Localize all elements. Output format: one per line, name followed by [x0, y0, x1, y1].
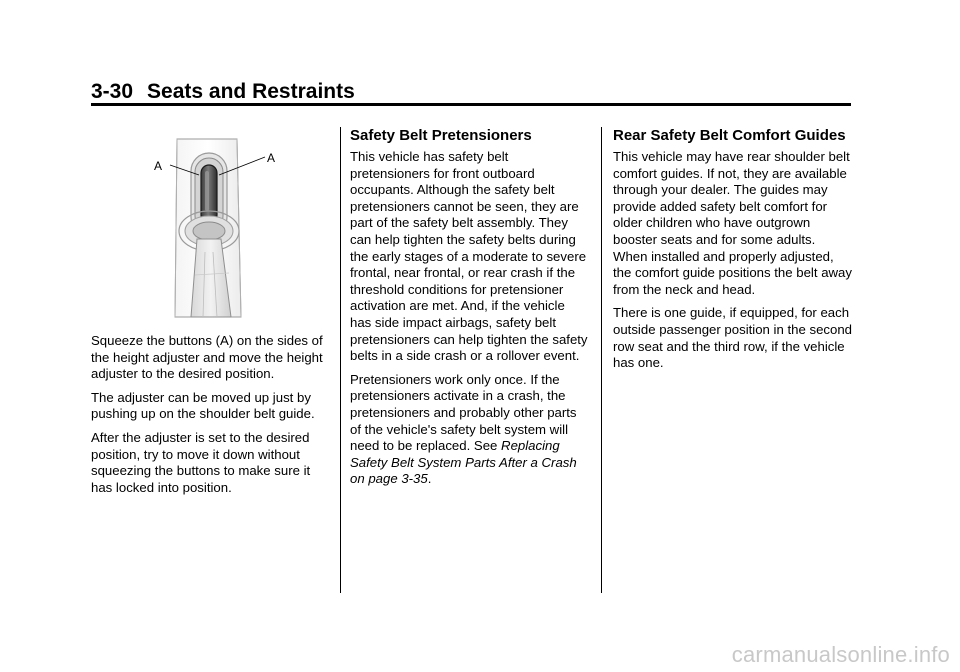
height-adjuster-illustration	[91, 127, 331, 322]
column-1	[91, 127, 331, 503]
page-header	[91, 80, 355, 104]
section-title: Seats and Restraints	[147, 80, 355, 103]
col3-paragraph-2: There is one guide, if equipped, for each outside passenger position in the second row seat and the third row, if the vehicle has one.	[613, 305, 853, 371]
col2-paragraph-2-text: Pretensioners work only once. If the pretensioners activate in a crash, the pretensioners and probably other parts of the vehicle's safety belt system will need to be replaced. See	[350, 371, 577, 454]
col2-paragraph-1: This vehicle has safety belt pretensioners for front outboard occupants. Although the safety belt pretensioners cannot be seen, they are part of the safety belt assembly. They can help tighten the safety belts during the early stages of a moderate to severe frontal, near frontal, or rear crash if the threshold conditions for pretensioner activation are met. And, if the vehicle has side impact airbags, safety belt pretensioners can help tighten the safety belts in a side crash or a rollover event.	[350, 149, 588, 364]
cross-reference-link[interactable]: Replacing Safety Belt System Parts After a Crash on page 3-35	[350, 438, 577, 487]
col1-paragraph-2: The adjuster can be moved up just by pushing up on the shoulder belt guide.	[91, 389, 315, 422]
col2-paragraph-2	[350, 372, 588, 488]
heading-safety-belt-pretensioners: Safety Belt Pretensioners	[350, 127, 532, 144]
column-divider-1	[340, 127, 341, 593]
watermark: carmanualsonline.info	[731, 642, 950, 667]
column-3	[613, 127, 853, 379]
page-number: 3-30	[91, 80, 134, 103]
callout-a-left: A	[154, 159, 163, 173]
column-2	[350, 127, 588, 495]
header-rule	[91, 103, 851, 106]
callout-a-right: A	[267, 151, 276, 165]
col1-paragraph-1: Squeeze the buttons (A) on the sides of the height adjuster and move the height adjuster to the desired position.	[91, 333, 323, 382]
col2-paragraph-2-end: .	[427, 471, 432, 487]
height-adjuster-drawing	[91, 127, 331, 322]
column-divider-2	[601, 127, 602, 593]
col1-paragraph-3: After the adjuster is set to the desired position, try to move it down without squeezing the buttons to make sure it has locked into position.	[91, 429, 311, 495]
heading-rear-comfort-guides: Rear Safety Belt Comfort Guides	[613, 127, 846, 144]
col3-paragraph-1: This vehicle may have rear shoulder belt comfort guides. If not, they are available through your dealer. The guides may provide added safety belt comfort for older children who have outgrown booster seats and for some adults. When installed and properly adjusted, the comfort guide positions the belt away from the neck and head.	[613, 149, 852, 297]
